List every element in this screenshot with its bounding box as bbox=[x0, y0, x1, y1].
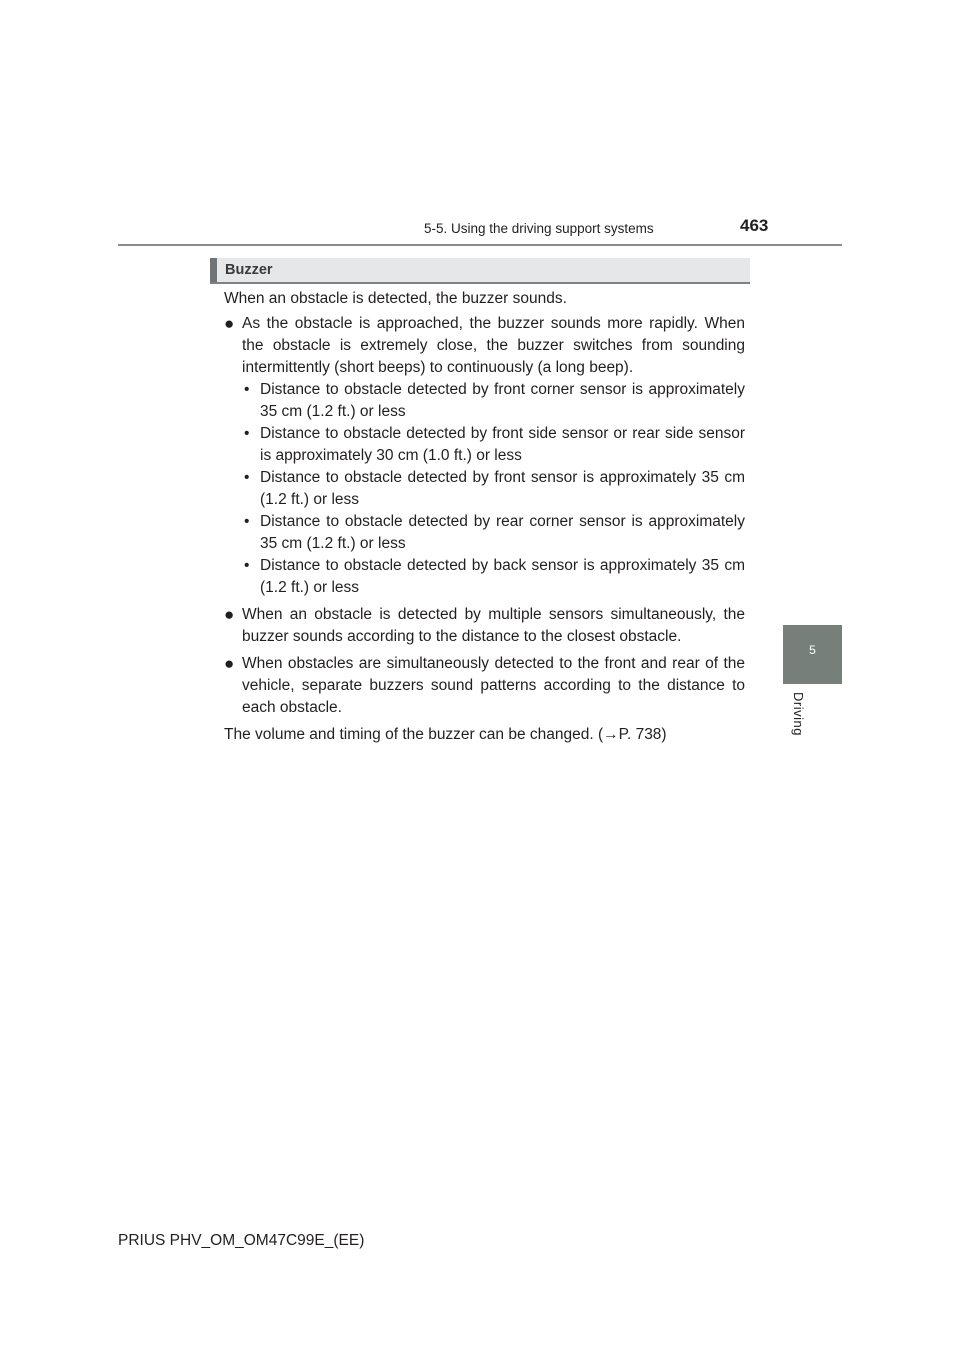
chapter-label: Driving bbox=[791, 692, 806, 736]
page-number: 463 bbox=[740, 216, 769, 235]
chapter-number: 5 bbox=[809, 643, 816, 657]
document-footer-code: PRIUS PHV_OM_OM47C99E_(EE) bbox=[118, 1232, 365, 1249]
bullet-item bbox=[224, 653, 745, 719]
sub-bullet-symbol: • bbox=[244, 425, 250, 442]
sub-bullet-text: Distance to obstacle detected by rear corner sensor is approximately 35 cm (1.2 ft.) or less bbox=[260, 513, 745, 552]
bullet-text: When obstacles are simultaneously detected to the front and rear of the vehicle, separate buzzers sound patterns according to the distance to each obstacle. bbox=[242, 655, 745, 716]
sub-bullet-symbol: • bbox=[244, 513, 250, 530]
section-heading-bar bbox=[210, 258, 750, 284]
section-body bbox=[224, 288, 745, 746]
sub-bullet-symbol: • bbox=[244, 381, 250, 398]
intro-paragraph: When an obstacle is detected, the buzzer sounds. bbox=[224, 290, 567, 307]
sub-bullet-symbol: • bbox=[244, 469, 250, 486]
sub-bullet-item bbox=[224, 511, 745, 555]
bullet-symbol: ● bbox=[224, 605, 235, 624]
heading-accent-mark bbox=[210, 258, 217, 282]
bullet-item bbox=[224, 313, 745, 379]
bullet-symbol: ● bbox=[224, 314, 235, 333]
sub-bullet-item bbox=[224, 379, 745, 423]
outro-paragraph: The volume and timing of the buzzer can be changed. (→P. 738) bbox=[224, 726, 667, 743]
bullet-symbol: ● bbox=[224, 654, 235, 673]
sub-bullet-text: Distance to obstacle detected by back sensor is approximately 35 cm (1.2 ft.) or less bbox=[260, 557, 745, 596]
sub-bullet-item bbox=[224, 467, 745, 511]
bullet-text: As the obstacle is approached, the buzzer sounds more rapidly. When the obstacle is extremely close, the buzzer switches from sounding intermittently (short beeps) to continuously (a long beep). bbox=[242, 315, 745, 376]
section-heading: Buzzer bbox=[225, 262, 273, 278]
header-divider bbox=[118, 244, 842, 246]
bullet-item bbox=[224, 604, 745, 648]
sub-bullet-symbol: • bbox=[244, 557, 250, 574]
sub-bullet-text: Distance to obstacle detected by front sensor is approximately 35 cm (1.2 ft.) or less bbox=[260, 469, 745, 508]
sub-bullet-item bbox=[224, 555, 745, 599]
sub-bullet-text: Distance to obstacle detected by front side sensor or rear side sensor is approximately 30 cm (1.0 ft.) or less bbox=[260, 425, 745, 464]
sub-bullet-item bbox=[224, 423, 745, 467]
sub-bullet-list bbox=[224, 379, 745, 599]
bullet-text: When an obstacle is detected by multiple sensors simultaneously, the buzzer sounds according to the distance to the closest obstacle. bbox=[242, 606, 745, 645]
sub-bullet-text: Distance to obstacle detected by front corner sensor is approximately 35 cm (1.2 ft.) or less bbox=[260, 381, 745, 420]
running-header-section: 5-5. Using the driving support systems bbox=[424, 221, 654, 236]
chapter-tab bbox=[783, 625, 842, 684]
